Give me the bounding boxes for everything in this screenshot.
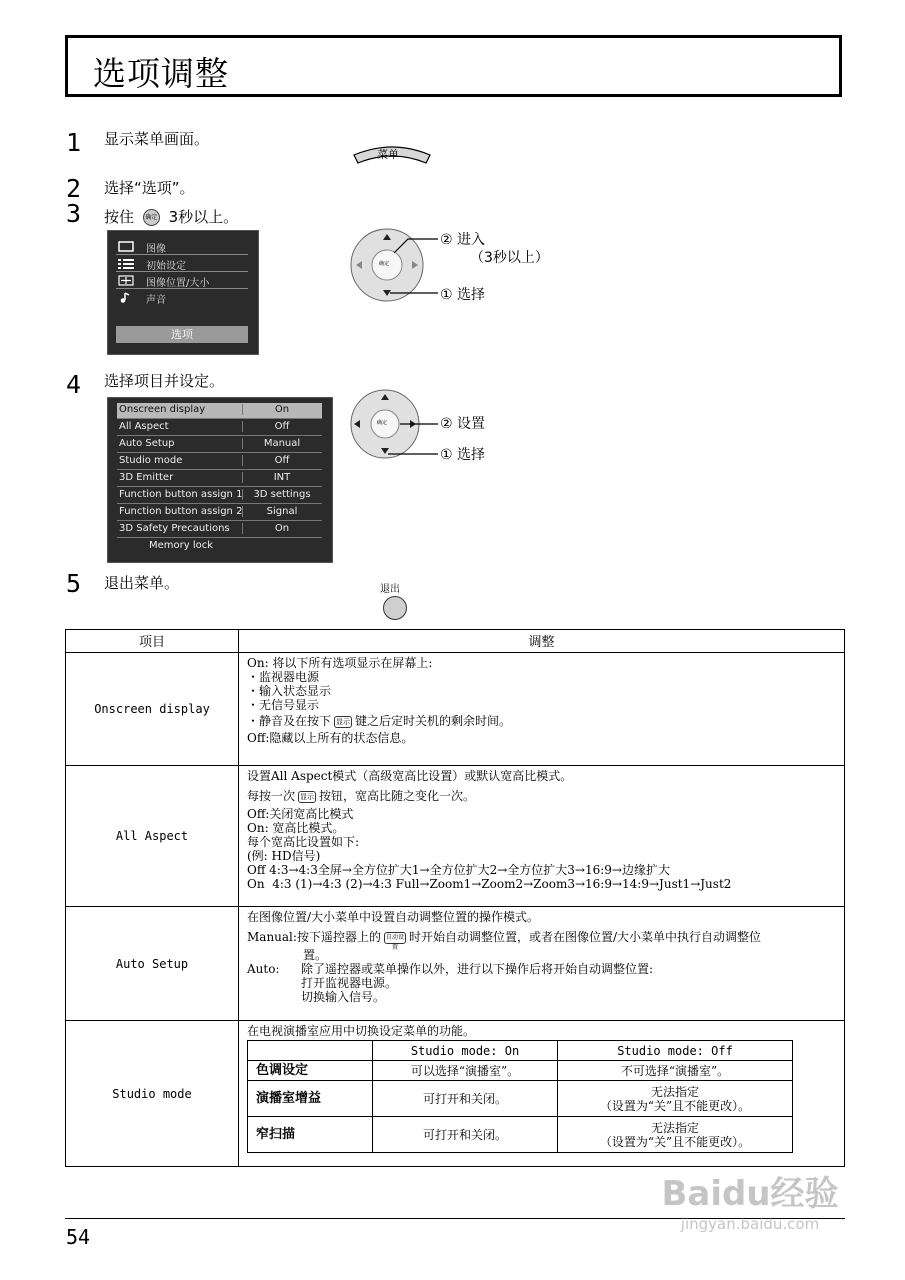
text-line: 切换输入信号。 xyxy=(301,990,386,1004)
options-row[interactable] xyxy=(117,505,322,521)
table-header-adjust: 调整 xyxy=(239,630,845,653)
page-title: 选项调整 xyxy=(93,54,229,93)
options-row[interactable] xyxy=(117,437,322,453)
text-line xyxy=(247,962,836,976)
options-row-value: On xyxy=(242,523,321,534)
options-row-memory-lock[interactable] xyxy=(117,539,322,554)
baidu-watermark xyxy=(640,1166,860,1246)
text-fragment: 键之后定时关机的剩余时间。 xyxy=(355,714,512,728)
inner-header-off: Studio mode: Off xyxy=(558,1041,793,1061)
text-line: 打开监视器电源。 xyxy=(301,976,398,990)
step-3-post: 3秒以上。 xyxy=(168,208,239,226)
text-fragment: Auto: xyxy=(247,962,280,976)
menu1-item-label: 图像 xyxy=(146,244,166,255)
row-item-studiomode: Studio mode xyxy=(66,1021,239,1167)
options-row-value: On xyxy=(242,404,321,415)
options-row-value: INT xyxy=(242,472,321,483)
step-5-number: 5 xyxy=(66,569,82,598)
text-line xyxy=(247,789,836,803)
step-3-pre: 按住 xyxy=(104,208,135,226)
text-line xyxy=(247,714,836,728)
text-line: ・监视器电源 xyxy=(247,670,320,684)
text-fragment: 按下遥控器上的 xyxy=(296,930,381,944)
options-row-label: All Aspect xyxy=(119,421,169,432)
row-item-onscreen: Onscreen display xyxy=(66,653,239,766)
table-row xyxy=(66,653,845,766)
options-row[interactable] xyxy=(117,420,322,436)
display-key-icon: 显示 xyxy=(336,717,351,726)
inner-row-label: 演播室增益 xyxy=(248,1081,373,1117)
options-row[interactable] xyxy=(117,403,322,419)
exit-button-label: 退出 xyxy=(380,584,400,595)
options-row-label: Onscreen display xyxy=(119,404,206,415)
text-fragment: Manual: xyxy=(247,930,297,944)
menu1-item-sound[interactable] xyxy=(116,291,248,305)
options-row[interactable] xyxy=(117,488,322,504)
inner-cell-off: 不可选择“演播室”。 xyxy=(558,1061,793,1081)
dial2-center-label: 确定 xyxy=(377,420,388,426)
text-line: Off:关闭宽高比模式 xyxy=(247,807,354,821)
music-note-icon xyxy=(118,292,134,303)
menu-button-label: 菜单 xyxy=(377,148,399,161)
display-key-icon: 显示 xyxy=(300,792,315,801)
row-adjust-autosetup xyxy=(239,907,845,1021)
step-3-number: 3 xyxy=(66,199,82,228)
text-line: 无法指定 xyxy=(650,1084,699,1099)
text-line: Off:隐藏以上所有的状态信息。 xyxy=(247,731,414,745)
options-row-value: Off xyxy=(242,455,321,466)
options-row[interactable] xyxy=(117,454,322,470)
text-fragment: 时开始自动调整位置，或者在图像位置/大小菜单中执行自动调整位 xyxy=(408,930,761,944)
row-item-allaspect: All Aspect xyxy=(66,766,239,907)
studio-mode-table xyxy=(247,1040,793,1153)
options-row-label: 3D Safety Precautions xyxy=(119,523,230,534)
watermark-text: Baidu经验 xyxy=(661,1174,839,1214)
watermark-subtext: jingyan.baidu.com xyxy=(680,1215,820,1233)
dial1-callout-hold: （3秒以上） xyxy=(470,250,549,266)
menu1-item-options-selected[interactable]: 选项 xyxy=(116,326,248,343)
step-5-text: 退出菜单。 xyxy=(104,574,180,592)
options-row[interactable] xyxy=(117,471,322,487)
table-row xyxy=(66,907,845,1021)
menu1-item-label: 声音 xyxy=(146,295,166,306)
text-fragment: 按钮，宽高比随之变化一次。 xyxy=(319,789,476,803)
text-line: ・无信号显示 xyxy=(247,698,320,712)
options-row-label: 3D Emitter xyxy=(119,472,174,483)
page-number: 54 xyxy=(66,1225,91,1249)
text-line: 在电视演播室应用中切换设定菜单的功能。 xyxy=(247,1024,476,1038)
inner-header-on: Studio mode: On xyxy=(373,1041,558,1061)
dial1-callout-enter: ② 进入 xyxy=(440,232,486,248)
text-line: 无法指定 xyxy=(650,1120,699,1135)
exit-button[interactable] xyxy=(383,596,407,620)
menu1-item-label: 初始设定 xyxy=(146,261,186,272)
inner-cell-on: 可打开和关闭。 xyxy=(373,1117,558,1153)
menu1-item-picture[interactable] xyxy=(116,240,248,255)
position-icon xyxy=(118,275,134,286)
inner-row-label: 窄扫描 xyxy=(248,1117,373,1153)
dial1-center-label: 确定 xyxy=(379,261,390,267)
list-icon xyxy=(118,258,134,269)
dial2-callout-select: ① 选择 xyxy=(440,447,486,463)
text-line: （设置为“关”且不能更改）。 xyxy=(599,1134,751,1149)
options-row-value: Manual xyxy=(242,438,321,449)
step-4-text: 选择项目并设定。 xyxy=(104,372,225,390)
options-row-value: 3D settings xyxy=(242,489,321,500)
text-line: （设置为“关”且不能更改）。 xyxy=(599,1098,751,1113)
auto-setup-key-icon: 自动设置 xyxy=(385,933,404,951)
text-line: 每个宽高比设置如下: xyxy=(247,835,360,849)
text-line: Off 4:3→4:3全屏→全方位扩大1→全方位扩大2→全方位扩大3→16:9→边缘扩大 xyxy=(247,863,670,877)
text-line: ・输入状态显示 xyxy=(247,684,332,698)
dial1-callout-select: ① 选择 xyxy=(440,287,486,303)
text-line: On: 将以下所有选项显示在屏幕上: xyxy=(247,656,433,670)
text-line: (例: HD信号) xyxy=(247,849,321,863)
options-row-label: Memory lock xyxy=(149,540,214,551)
text-line: On 4:3 (1)→4:3 (2)→4:3 Full→Zoom1→Zoom2→Zoom3→16:9→14:9→Just1→Just2 xyxy=(247,877,732,891)
remote-dial-diagram-2 xyxy=(350,388,550,468)
main-menu-panel xyxy=(107,230,259,355)
menu1-item-label: 图像位置/大小 xyxy=(146,278,210,289)
options-menu-panel xyxy=(107,397,333,563)
text-line xyxy=(247,930,836,951)
text-line: 设置All Aspect模式（高级宽高比设置）或默认宽高比模式。 xyxy=(247,769,573,783)
options-row-label: Function button assign 2 xyxy=(119,506,243,517)
table-row xyxy=(66,766,845,907)
text-line: On: 宽高比模式。 xyxy=(247,821,345,835)
table-row xyxy=(66,1021,845,1167)
enter-button-icon: 确定 xyxy=(143,209,160,226)
options-table xyxy=(65,629,845,1167)
step-1-number: 1 xyxy=(66,128,82,157)
text-fragment: 除了遥控器或菜单操作以外，进行以下操作后将开始自动调整位置: xyxy=(301,962,654,976)
inner-cell-on: 可打开和关闭。 xyxy=(373,1081,558,1117)
row-adjust-onscreen xyxy=(239,653,845,766)
menu1-item-position[interactable] xyxy=(116,274,248,289)
text-line: 在图像位置/大小菜单中设置自动调整位置的操作模式。 xyxy=(247,910,540,924)
options-row-label: Function button assign 1 xyxy=(119,489,243,500)
options-row[interactable] xyxy=(117,522,322,538)
text-fragment: 每按一次 xyxy=(247,789,296,803)
remote-dial-diagram-1 xyxy=(350,225,550,325)
inner-cell-off xyxy=(558,1117,793,1153)
text-fragment: ・静音及在按下 xyxy=(247,714,332,728)
monitor-icon xyxy=(118,241,134,252)
step-4-number: 4 xyxy=(66,370,82,399)
step-2-number: 2 xyxy=(66,174,82,203)
inner-cell-on: 可以选择“演播室”。 xyxy=(373,1061,558,1081)
inner-row-label: 色调设定 xyxy=(248,1061,373,1081)
options-row-value: Off xyxy=(242,421,321,432)
row-adjust-allaspect xyxy=(239,766,845,907)
step-3-text xyxy=(104,206,238,227)
step-1-text: 显示菜单画面。 xyxy=(104,130,210,148)
table-header-item: 项目 xyxy=(66,630,239,653)
dial2-callout-set: ② 设置 xyxy=(440,416,486,432)
title-box xyxy=(65,35,842,97)
inner-cell-off xyxy=(558,1081,793,1117)
options-row-label: Studio mode xyxy=(119,455,183,466)
options-row-label: Auto Setup xyxy=(119,438,175,449)
options-row-value: Signal xyxy=(242,506,321,517)
menu1-item-setup[interactable] xyxy=(116,257,248,272)
text-line: 置。 xyxy=(303,948,328,962)
step-2-text: 选择“选项”。 xyxy=(104,179,195,197)
menu-button[interactable] xyxy=(352,143,432,165)
inner-header-blank xyxy=(248,1041,373,1061)
row-adjust-studiomode xyxy=(239,1021,845,1167)
row-item-autosetup: Auto Setup xyxy=(66,907,239,1021)
